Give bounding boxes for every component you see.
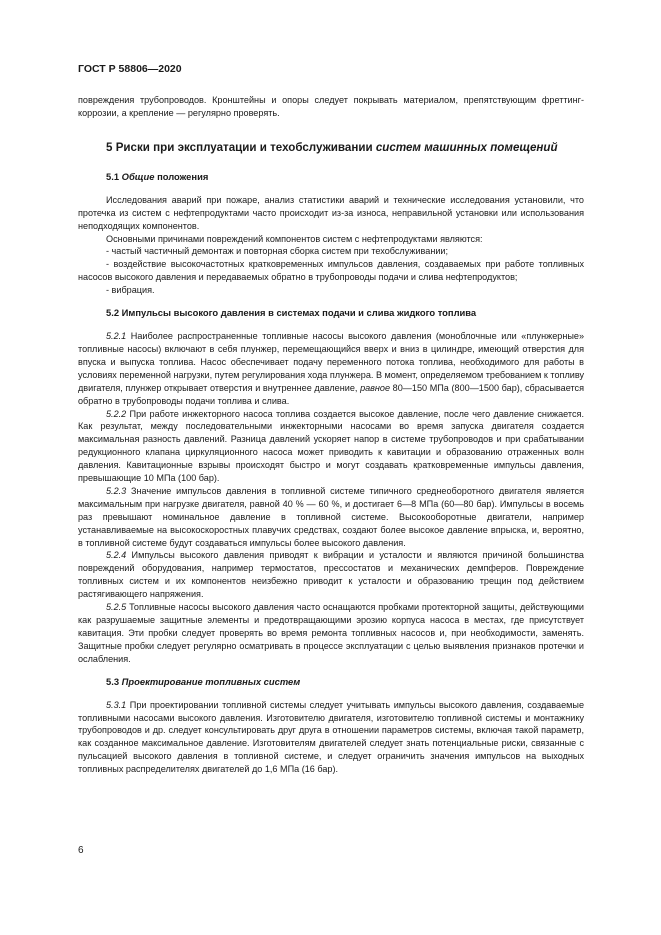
section-5-2-heading xyxy=(78,307,584,319)
clause-text: 80—150 МПа (800—1500 бар), сбрасывается обратно в трубопроводы подачи топлива и слива. xyxy=(78,382,584,406)
clause-number: 5.3.1 xyxy=(106,699,127,710)
section-5-number: 5 xyxy=(106,140,113,154)
s5-2-3-paragraph xyxy=(78,485,584,550)
section-5-2-number: 5.2 xyxy=(106,307,120,319)
clause-number: 5.2.1 xyxy=(106,331,127,342)
clause-text: При работе инжекторного насоса топлива создается высокое давление, после чего давление снижается. Как результат, между последовательными инжекторными насосами во время запуска двигателя создается максимальная разность давлений. Разница давлений ускоряет напор в системе трубопроводов и при срабатывании редукционного клапана циркуляционного насоса может приводить к кавитации и образованию отраженных волн давления. Кавитационные взрывы происходят быстро и могут создавать кратковременные импульсы давления, превышающие 10 МПа (100 бар). xyxy=(78,408,584,484)
clause-text: Наиболее распространенные топливные насосы высокого давления (моноблочные или «плунжерные» топливные насосы) включают в себя плунжер, перемещающийся вверх и вниз в цилиндре, имеющий отверстия для впуска и выпуска топлива. Насос обеспечивает подачу переменного потока топлива, необходимого для работы в условиях переменной нагрузки, путем регулирования хода плунжера. В момент, определяемом требованием к топливу двигателя, плунжер открывает отверстия и внутреннее давление, xyxy=(78,331,585,393)
section-5-3-heading xyxy=(78,676,584,688)
document-body xyxy=(78,94,584,776)
section-5-3-title: Проектирование топливных систем xyxy=(121,675,301,687)
clause-text: Значение импульсов давления в топливной системе типичного среднеоборотного двигателя является максимальным при нагрузке двигателя, равной 40 % — 60 %, и достигает 6—8 МПа (60—80 бар). Импульсы в восемь раз превышают номинальное давление в топливной системе. Высокооборотные двигатели, например устанавливаемые на высокоскоростных плавучих средствах, создают более высокое давление впрыска, и, вероятно, в топливной системе будут создаваться импульсы более высокого давления. xyxy=(78,485,584,548)
section-5-2-title: Импульсы высокого давления в системах подачи и слива жидкого топлива xyxy=(121,307,477,319)
s5-1-list-item: - вибрация. xyxy=(106,285,155,296)
s5-1-list-item: - частый частичный демонтаж и повторная сборка систем при техобслуживании; xyxy=(106,246,449,257)
clause-number: 5.2.2 xyxy=(106,408,127,419)
document-header: ГОСТ Р 58806—2020 xyxy=(78,63,182,75)
s5-1-paragraph-1: Исследования аварий при пожаре, анализ статистики аварий и технические исследования установили, что протечка из систем с нефтепродуктами часто происходит из-за износа, неправильной установки или использования неподходящих компонентов. xyxy=(78,194,584,231)
s5-2-2-paragraph xyxy=(78,408,584,485)
clause-number: 5.2.5 xyxy=(106,602,127,613)
page-number: 6 xyxy=(78,845,84,856)
section-5-3-number: 5.3 xyxy=(106,675,120,687)
section-5-heading xyxy=(78,140,584,155)
clause-text-italic: равное xyxy=(360,382,391,393)
clause-number: 5.2.3 xyxy=(106,485,127,496)
s5-1-paragraph-2: Основными причинами повреждений компонентов систем с нефтепродуктами являются: xyxy=(106,233,483,244)
clause-text: Топливные насосы высокого давления часто оснащаются пробками протекторной защиты, действующими как разрушаемые защитные элементы и предотвращающими эрозию корпуса насоса в местах, где присутствует кавитация. Эти пробки следует проверять во время ремонта топливных насосов и, при необходимости, заменять. Защитные пробки следует регулярно осматривать в процессе эксплуатации с целью выявления признаков протечки и ослабления. xyxy=(78,602,584,664)
s5-1-list-item: - воздействие высокочастотных кратковременных импульсов давления, создаваемых при работе топливных насосов высокого давления и передаваемых обратно в трубопроводы подачи и слива нефтепродуктов; xyxy=(78,259,584,283)
s5-2-4-paragraph xyxy=(78,549,584,601)
clause-text: При проектировании топливной системы следует учитывать импульсы высокого давления, создаваемые топливными насосами высокого давления. Изготовителю двигателя, изготовителю топливной системы и монтажнику трубопроводов и др. следует консультировать друг друга в отношении параметров системы, включая такой параметр, как созданное максимальное давление. Изготовителям двигателей следует знать потенциальные риски, связанные с пульсацией высокого давления в топливной системе, и следует ограничить значения импульсов на выходных топливных распределителях двигателей до 1,6 МПа (16 бар). xyxy=(78,699,584,775)
section-5-title-b: систем машинных помещений xyxy=(375,140,558,154)
section-5-1-heading xyxy=(78,171,584,183)
section-5-1-title-it: Общие xyxy=(121,170,155,182)
s5-3-1-paragraph xyxy=(78,699,584,776)
s5-2-5-paragraph xyxy=(78,601,584,666)
intro-paragraph: повреждения трубопроводов. Кронштейны и опоры следует покрывать материалом, препятствующим фреттинг-коррозии, а крепление — регулярно проверять. xyxy=(78,95,584,118)
clause-number: 5.2.4 xyxy=(106,550,127,561)
section-5-title-a: Риски при эксплуатации и техобслуживании xyxy=(115,140,376,154)
s5-2-1-paragraph xyxy=(78,330,584,407)
clause-text: Импульсы высокого давления приводят к вибрации и усталости и являются причиной большинства повреждений оборудования, например термостатов, прессостатов и механических демпферов. Повреждение топливных систем и их компонентов неизбежно приводит к усталости и образованию трещин под действием растягивающего напряжения. xyxy=(78,550,584,600)
section-5-1-title-rest: положения xyxy=(154,170,209,182)
section-5-1-number: 5.1 xyxy=(106,170,120,182)
